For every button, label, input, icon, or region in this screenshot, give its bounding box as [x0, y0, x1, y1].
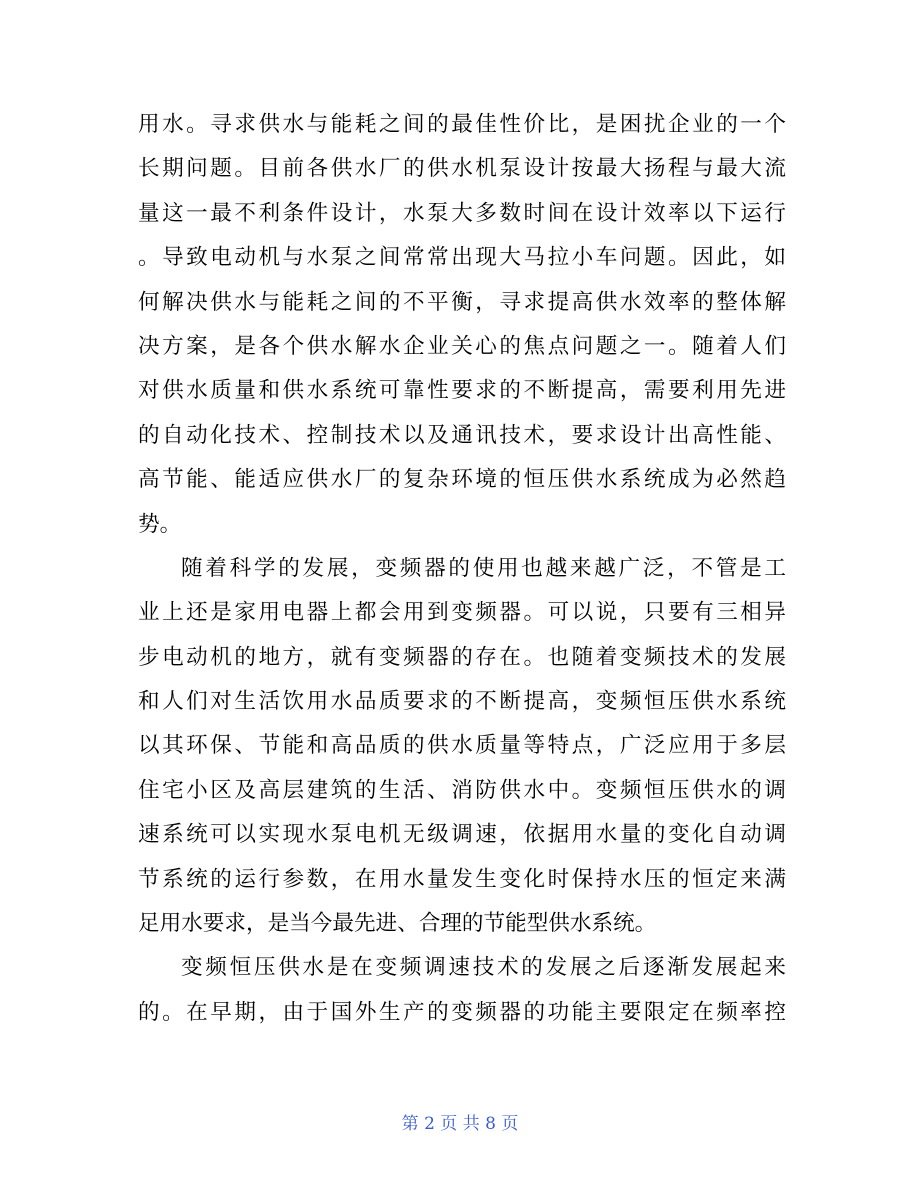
text-line: 。导致电动机与水泵之间常常出现大马拉小车问题。因此，如	[138, 245, 786, 271]
paragraph-3	[138, 946, 786, 1035]
text-line: 步电动机的地方，就有变频器的存在。也随着变频技术的发展	[138, 644, 786, 670]
text-line: 对供水质量和供水系统可靠性要求的不断提高，需要利用先进	[138, 378, 786, 404]
text-line: 高节能、能适应供水厂的复杂环境的恒压供水系统成为必然趋	[138, 467, 786, 493]
text-line: 以其环保、节能和高品质的供水质量等特点，广泛应用于多层	[138, 733, 786, 759]
page-number: 第 2 页 共 8 页	[401, 1114, 519, 1134]
text-line: 势。	[138, 511, 182, 537]
text-line: 长期问题。目前各供水厂的供水机泵设计按最大扬程与最大流	[138, 156, 786, 182]
text-line: 的。在早期，由于国外生产的变频器的功能主要限定在频率控	[138, 999, 786, 1025]
text-line: 和人们对生活饮用水品质要求的不断提高，变频恒压供水系统	[138, 689, 786, 715]
text-line: 业上还是家用电器上都会用到变频器。可以说，只要有三相异	[138, 600, 786, 626]
text-line: 用水。寻求供水与能耗之间的最佳性价比，是困扰企业的一个	[138, 112, 786, 137]
body-text	[138, 103, 786, 1035]
text-line: 足用水要求，是当今最先进、合理的节能型供水系统。	[138, 911, 657, 937]
text-line: 住宅小区及高层建筑的生活、消防供水中。变频恒压供水的调	[138, 777, 786, 803]
paragraph-1	[138, 103, 786, 547]
text-line: 量这一最不利条件设计，水泵大多数时间在设计效率以下运行	[138, 200, 786, 226]
text-line: 速系统可以实现水泵电机无级调速，依据用水量的变化自动调	[138, 822, 786, 848]
text-line: 节系统的运行参数，在用水量发生变化时保持水压的恒定来满	[138, 866, 786, 892]
text-line: 变频恒压供水是在变频调速技术的发展之后逐渐发展起来	[181, 955, 786, 981]
paragraph-2	[138, 547, 786, 947]
text-line: 随着科学的发展，变频器的使用也越来越广泛，不管是工	[181, 555, 786, 581]
page-footer	[0, 1110, 920, 1138]
text-line: 决方案，是各个供水解水企业关心的焦点问题之一。随着人们	[138, 333, 786, 359]
text-line: 的自动化技术、控制技术以及通讯技术，要求设计出高性能、	[138, 422, 786, 448]
text-line: 何解决供水与能耗之间的不平衡，寻求提高供水效率的整体解	[138, 289, 786, 315]
